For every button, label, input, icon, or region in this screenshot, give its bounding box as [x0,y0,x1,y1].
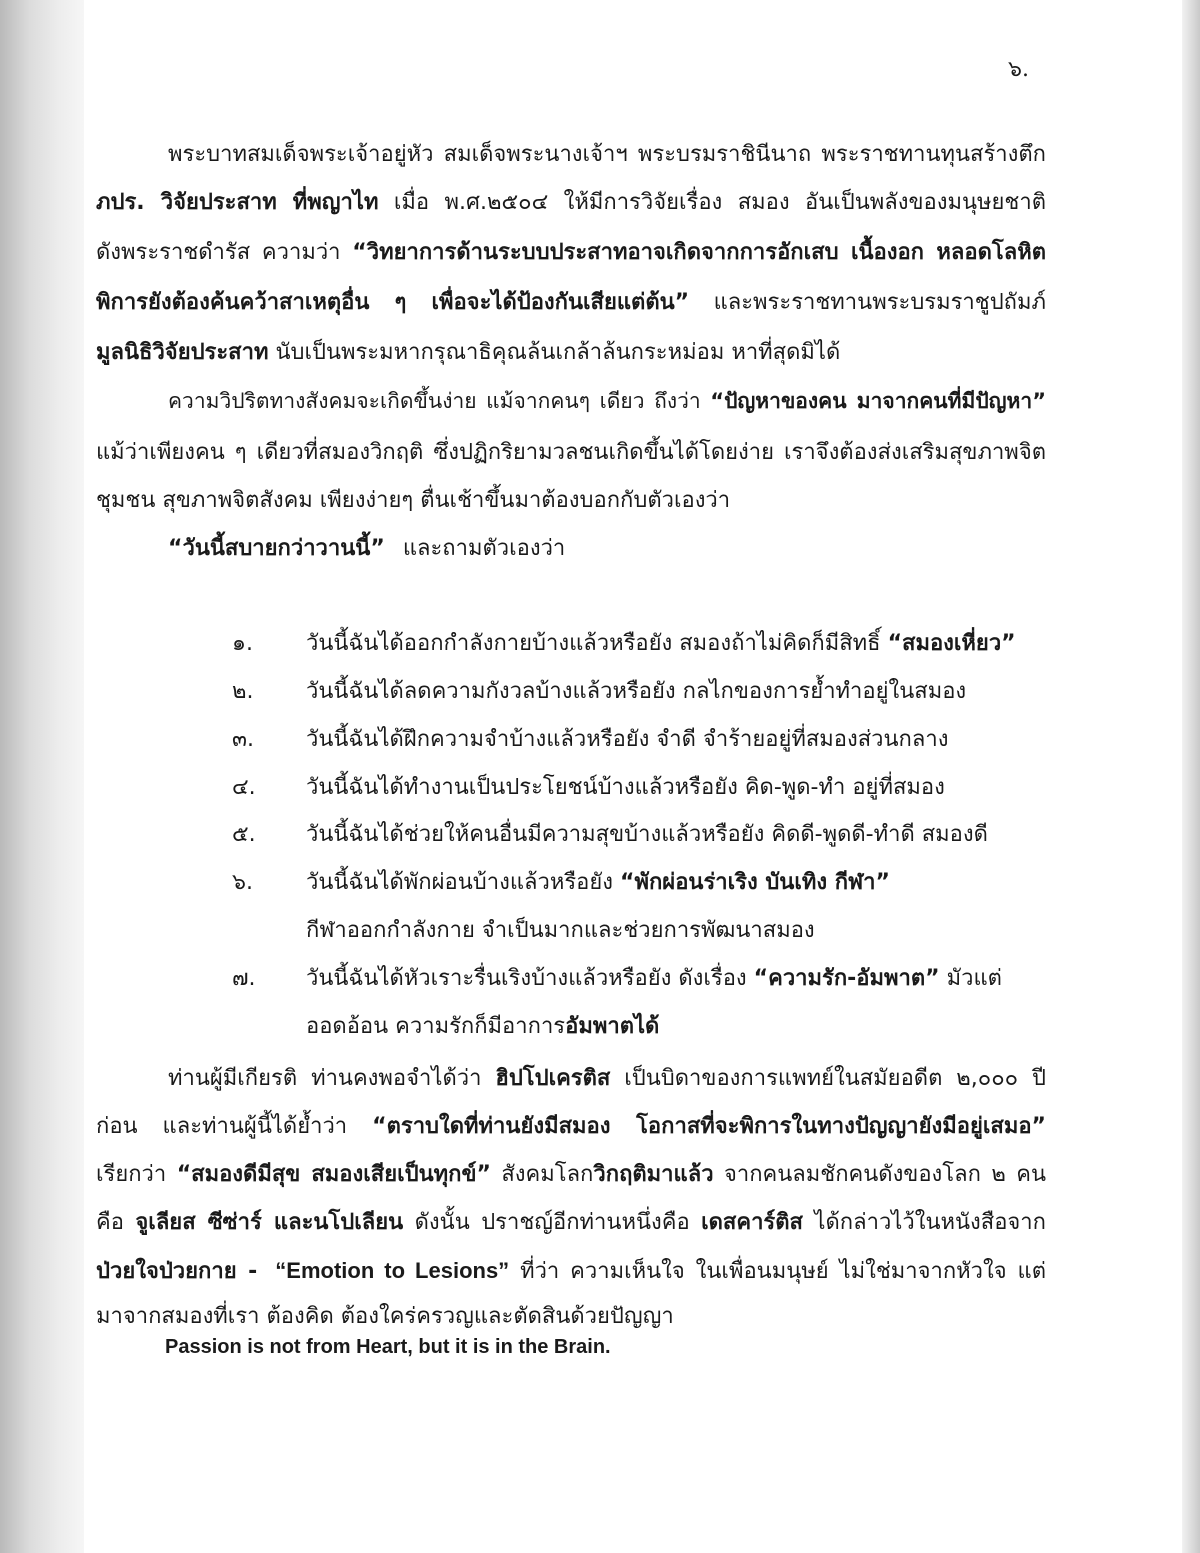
list-item-number: ๓. [232,727,255,752]
paragraph3-line1 [168,1062,1046,1096]
paragraph2-line1 [168,384,1046,418]
list-item [306,771,1046,805]
list-item-number: ๗. [232,966,256,991]
paragraph3-line4-rest: ได้กล่าวไว้ในหนังสือจาก [802,1210,1046,1235]
paragraph3-line2-start: ก่อน และท่านผู้นี้ได้ย้ำว่า [96,1114,373,1139]
list-item-text: วันนี้ฉันได้ช่วยให้คนอื่นมีความสุขบ้างแล้วหรือยัง คิดดี-พูดดี-ทำดี สมองดี [306,822,988,847]
list-item-number: ๔. [232,775,256,800]
list-item-bold: “พักผ่อนร่าเริง บันเทิง กีฬา” [620,870,890,895]
royal-speech-part2: พิการยังต้องค้นคว้าสาเหตุอื่น ๆ เพื่อจะได้ป้องกันเสียแต่ต้น” [96,290,690,315]
scan-shadow-right [1182,0,1200,1553]
paragraph3-line3 [96,1158,1046,1192]
list-item-number: ๕. [232,822,256,847]
royal-building-name: ภปร. วิจัยประสาท ที่พญาไท [96,190,379,215]
paragraph3-line5 [96,1254,1046,1289]
paragraph3-line1-start: ท่านผู้มีเกียรติ ท่านคงพอจำได้ว่า [168,1066,496,1091]
list-item [306,675,1046,709]
list-item-text: วันนี้ฉันได้หัวเราะรื่นเริงบ้างแล้วหรือยัง ดังเรื่อง [306,966,754,991]
self-talk-quote: “วันนี้สบายกว่าวานนี้” [168,536,385,561]
paragraph3-line6: มาจากสมองที่เรา ต้องคิด ต้องใคร่ครวญและตัดสินด้วยปัญญา [96,1304,674,1329]
list-item [306,962,1046,996]
page-number: ๖. [1008,57,1029,82]
list-item-number: ๖. [232,870,253,895]
paragraph3-line4 [96,1206,1046,1240]
list-item [306,818,1046,852]
list-item-continuation-bold: อัมพาตได้ [565,1014,660,1039]
list-item-after: มัวแต่ [939,966,1002,991]
caesar-napoleon-names: จูเลียส ซีซ่าร์ และนโปเลียน [135,1210,404,1235]
paragraph3-line4-start: คือ [96,1210,136,1235]
list-item-number: ๑. [232,631,253,656]
list-item-bold: “สมองเหี่ยว” [887,631,1016,656]
english-quote: Passion is not from Heart, but it is in the Brain. [165,1336,611,1358]
descartes-name: เดสคาร์ติส [701,1210,803,1235]
paragraph3-line4-mid: ดังนั้น ปราชญ์อีกท่านหนึ่งคือ [403,1210,702,1235]
paragraph1-line4 [96,286,1046,320]
list-item-number: ๒. [232,679,254,704]
paragraph3-line5-rest: ที่ว่า ความเห็นใจ ในเพื่อนมนุษย์ ไม่ใช่มาจากหัวใจ แต่ [509,1259,1046,1284]
hippocrates-quote: “ตราบใดที่ท่านยังมีสมอง โอกาสที่จะพิการในทางปัญญายังมีอยู่เสมอ” [372,1114,1046,1139]
crisis-word: วิกฤติมาแล้ว [593,1162,714,1187]
paragraph1-line3 [96,236,1046,270]
paragraph1-line4-rest: และพระราชทานพระบรมราชูปถัมภ์ [689,290,1046,315]
paragraph2-line2: แม้ว่าเพียงคน ๆ เดียวที่สมองวิกฤติ ซึ่งปฏิกริยามวลชนเกิดขึ้นได้โดยง่าย เราจึงต้องส่งเสริมสุขภาพจิต [96,440,1046,465]
paragraph1-line5-rest: นับเป็นพระมหากรุณาธิคุณล้นเกล้าล้นกระหม่อม หาที่สุดมิได้ [268,340,841,365]
paragraph1-line2 [96,186,1046,220]
hippocrates-name: ฮิปโปเครติส [495,1066,611,1091]
paragraph1-line3-start: ดังพระราชดำรัส ความว่า [96,240,353,265]
list-item-continuation-text: ออดอ้อน ความรักก็มีอาการ [306,1014,566,1039]
list-item-text: วันนี้ฉันได้ออกกำลังกายบ้างแล้วหรือยัง สมองถ้าไม่คิดก็มีสิทธิ์ [306,631,888,656]
list-item [306,723,1046,757]
paragraph3-line1-rest: เป็นบิดาของการแพทย์ในสมัยอดีต ๒,๐๐๐ ปี [610,1066,1046,1091]
scan-shadow-left [0,0,84,1553]
paragraph3-line3-mid: สังคมโลก [490,1162,594,1187]
list-item [306,627,1046,661]
royal-speech-part1: “วิทยาการด้านระบบประสาทอาจเกิดจากการอักเสบ เนื้องอก หลอดโลหิต [352,240,1046,265]
paragraph1-line5 [96,336,1046,370]
list-item-text: วันนี้ฉันได้ลดความกังวลบ้างแล้วหรือยัง กลไกของการย้ำทำอยู่ในสมอง [306,679,967,704]
list-item-continuation: กีฬาออกกำลังกาย จำเป็นมากและช่วยการพัฒนาสมอง [306,918,815,943]
list-item-text: วันนี้ฉันได้ทำงานเป็นประโยชน์บ้างแล้วหรือยัง คิด-พูด-ทำ อยู่ที่สมอง [306,775,945,800]
paragraph3-line2 [96,1110,1046,1144]
self-talk-line [168,532,1046,566]
good-brain-quote: “สมองดีมีสุข สมองเสียเป็นทุกข์” [176,1162,491,1187]
paragraph3-line3-rest: จากคนลมชักคนดังของโลก ๒ คน [713,1162,1047,1187]
paragraph1-line2-rest: เมื่อ พ.ศ.๒๕๐๔ ให้มีการวิจัยเรื่อง สมอง อันเป็นพลังของมนุษยชาติ [378,190,1046,215]
paragraph2-line1-start: ความวิปริตทางสังคมจะเกิดขึ้นง่าย แม้จากคนๆ เดียว ถึงว่า [168,389,711,413]
paragraph3-line3-start: เรียกว่า [96,1162,177,1187]
list-item-continuation [306,1010,1046,1044]
list-item-text: วันนี้ฉันได้ฝึกความจำบ้างแล้วหรือยัง จำดี จำร้ายอยู่ที่สมองส่วนกลาง [306,727,949,752]
book-title-english: “Emotion to Lesions” [275,1258,510,1283]
list-item-bold: “ความรัก-อัมพาต” [753,966,940,991]
list-item-text: วันนี้ฉันได้พักผ่อนบ้างแล้วหรือยัง [306,870,621,895]
list-item [306,866,1046,900]
problem-quote: “ปัญหาของคน มาจากคนที่มีปัญหา” [710,389,1046,413]
paragraph2-line3: ชุมชน สุขภาพจิตสังคม เพียงง่ายๆ ตื่นเช้าขึ้นมาต้องบอกกับตัวเองว่า [96,488,731,513]
foundation-name: มูลนิธิวิจัยประสาท [96,340,269,365]
book-title-thai: ป่วยใจป่วยกาย - [96,1259,258,1284]
paragraph1-line1: พระบาทสมเด็จพระเจ้าอยู่หัว สมเด็จพระนางเจ้าฯ พระบรมราชินีนาถ พระราชทานทุนสร้างตึก [168,142,1046,167]
self-talk-rest: และถามตัวเองว่า [402,536,566,561]
